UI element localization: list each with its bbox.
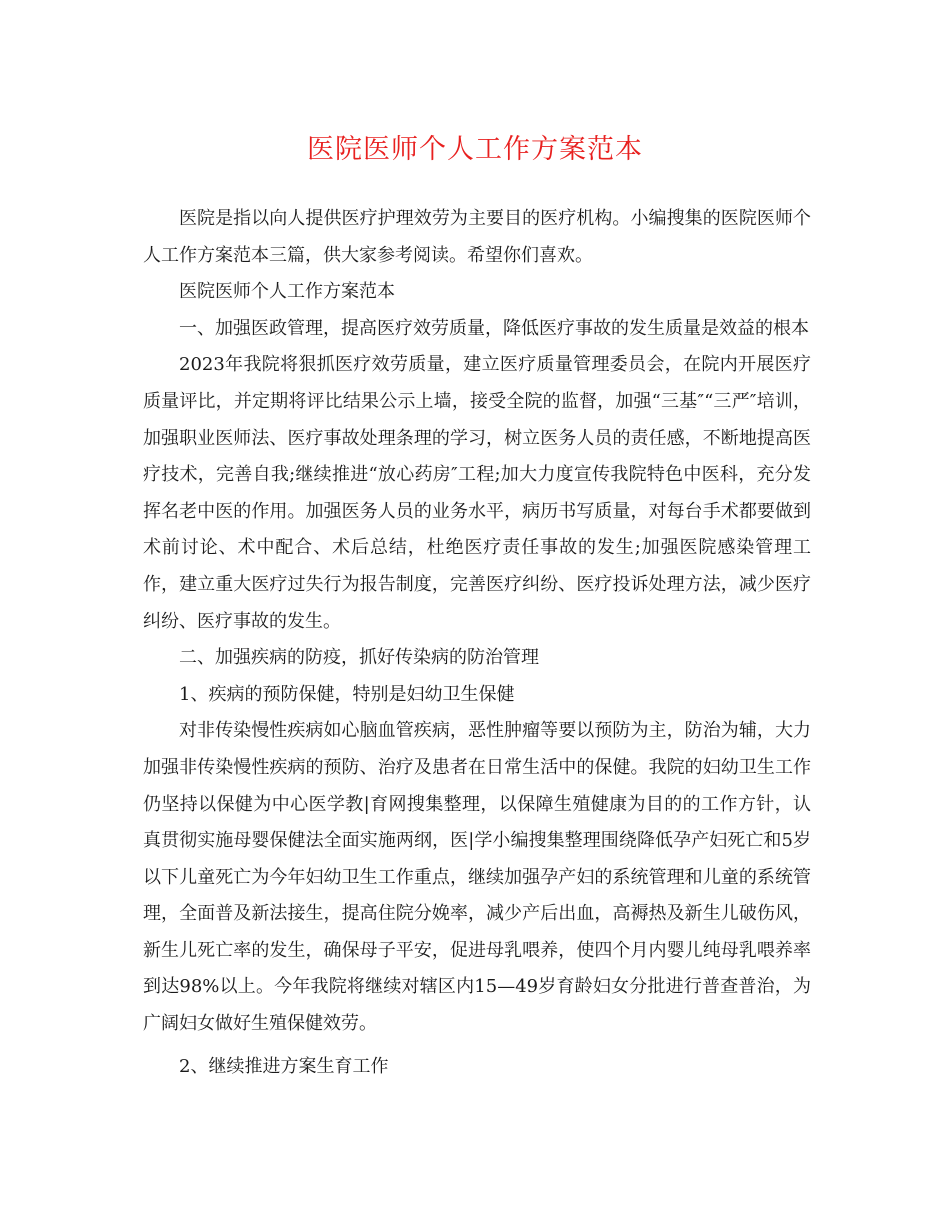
section-heading-1: 一、加强医政管理，提高医疗效劳质量，降低医疗事故的发生质量是效益的根本 [179, 317, 809, 339]
subsection-heading-2: 2、继续推进方案生育工作 [179, 1055, 389, 1077]
subsection-heading-1: 1、疾病的预防保健，特别是妇幼卫生保健 [179, 683, 515, 705]
paragraph-subsection-1: 对非传染慢性疾病如心脑血管疾病，恶性肿瘤等要以预防为主，防治为辅，大力加强非传染慢性疾病的预防、治疗及患者在日常生活中的保健。我院的妇幼卫生工作仍坚持以保健为中心医学教|育网搜集整理，以保障生殖健康为目的的工作方针，认真贯彻实施母婴保健法全面实施两纲，医|学小编搜集整理围绕降低孕产妇死亡和5岁以下儿童死亡为今年妇幼卫生工作重点，继续加强孕产妇的系统管理和儿童的系统管理，全面普及新法接生，提高住院分娩率，减少产后出血，高褥热及新生儿破伤风，新生儿死亡率的发生，确保母子平安，促进母乳喂养，使四个月内婴儿纯母乳喂养率到达98%以上。今年我院将继续对辖区内15—49岁育龄妇女分批进行普查普治，为广阔妇女做好生殖保健效劳。 [143, 720, 811, 1035]
paragraph-intro: 医院是指以向人提供医疗护理效劳为主要目的医疗机构。小编搜集的医院医师个人工作方案范本三篇，供大家参考阅读。希望你们喜欢。 [143, 208, 811, 266]
paragraph-section-1: 2023年我院将狠抓医疗效劳质量，建立医疗质量管理委员会，在院内开展医疗质量评比，并定期将评比结果公示上墙，接受全院的监督，加强“三基″“三严″培训，加强职业医师法、医疗事故处理条理的学习，树立医务人员的责任感，不断地提高医疗技术，完善自我;继续推进“放心药房″工程;加大力度宣传我院特色中医科，充分发挥名老中医的作用。加强医务人员的业务水平，病历书写质量，对每台手术都要做到术前讨论、术中配合、术后总结，杜绝医疗责任事故的发生;加强医院感染管理工作，建立重大医疗过失行为报告制度，完善医疗纠纷、医疗投诉处理方法，减少医疗纠纷、医疗事故的发生。 [143, 354, 811, 632]
section-heading-2: 二、加强疾病的防疫，抓好传染病的防治管理 [179, 647, 539, 669]
document-title: 医院医师个人工作方案范本 [307, 134, 643, 165]
document-body [143, 201, 811, 1085]
paragraph-subtitle: 医院医师个人工作方案范本 [179, 281, 395, 303]
